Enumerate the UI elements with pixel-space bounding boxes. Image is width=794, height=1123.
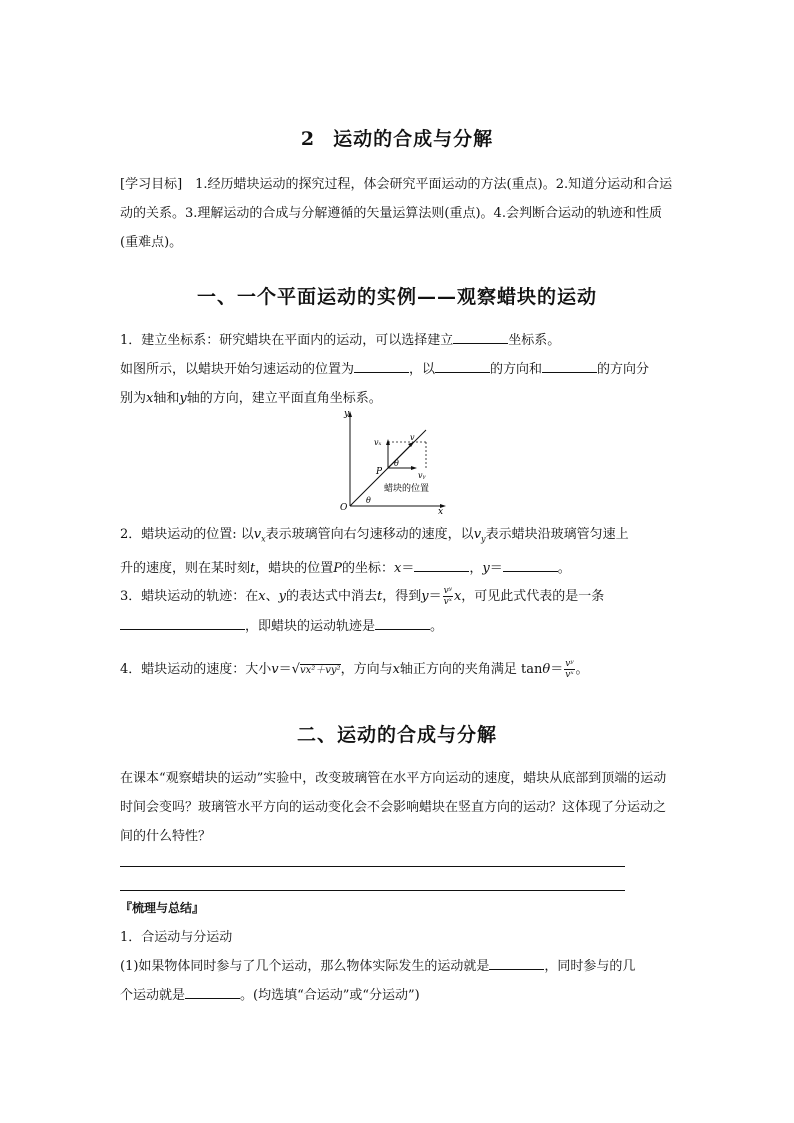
sqrt-sign: √ bbox=[291, 662, 300, 677]
text: ＝ bbox=[278, 662, 292, 677]
text: 1．合运动与分运动 bbox=[120, 930, 233, 945]
var-x: x bbox=[258, 589, 266, 604]
text: 3．蜡块运动的轨迹：在 bbox=[120, 589, 259, 604]
text: 4．蜡块运动的速度：大小 bbox=[120, 662, 272, 677]
answer-blank[interactable] bbox=[120, 617, 245, 630]
var-theta: θ bbox=[542, 662, 551, 677]
answer-blank[interactable] bbox=[414, 559, 469, 572]
text: 个运动就是 bbox=[120, 988, 186, 1003]
text: 的方向和 bbox=[490, 362, 543, 377]
text: ，蜡块的位置 bbox=[255, 560, 334, 576]
chapter-number: 2 bbox=[300, 128, 316, 150]
radicand: vx²＋vy² bbox=[299, 665, 341, 676]
chapter-title: 运动的合成与分解 bbox=[333, 128, 494, 150]
answer-line[interactable] bbox=[120, 890, 625, 891]
item-2 bbox=[120, 520, 676, 583]
page-title bbox=[0, 124, 794, 151]
fraction bbox=[443, 586, 453, 607]
label-y: y bbox=[344, 409, 350, 419]
item-1-text: 1．建立坐标系：研究蜡块在平面内的运动，可以选择建立 bbox=[120, 333, 454, 348]
text: 的表达式中消去 bbox=[286, 589, 378, 604]
answer-blank[interactable] bbox=[503, 559, 558, 572]
item-4 bbox=[120, 655, 676, 685]
label-v: v bbox=[410, 433, 415, 442]
item-3 bbox=[120, 582, 676, 642]
answer-blank[interactable] bbox=[453, 331, 508, 344]
section-2-question: 在课本“观察蜡块的运动”实验中，改变玻璃管在水平方向运动的速度，蜡块从底部到顶端的运动时间会变吗？玻璃管水平方向的运动变化会不会影响蜡块在竖直方向的运动？这体现了分运动之间的什么特性？ bbox=[120, 771, 667, 844]
v-arrow bbox=[408, 442, 414, 447]
text: 轴的方向，建立平面直角坐标系。 bbox=[186, 391, 382, 406]
var-v: v bbox=[253, 527, 262, 542]
vx-arrow bbox=[411, 466, 417, 470]
text: 升的速度，则在某时刻 bbox=[120, 560, 251, 576]
label-x: x bbox=[438, 507, 444, 514]
text: 2．蜡块运动的位置: 以 bbox=[120, 527, 254, 542]
denominator: vˣ bbox=[443, 597, 452, 607]
var-t: t bbox=[377, 589, 383, 604]
label-theta-lower: θ bbox=[366, 496, 371, 505]
var-p: P bbox=[333, 560, 343, 576]
var-y: y bbox=[482, 560, 490, 576]
var-x: x bbox=[146, 391, 154, 406]
answer-line[interactable] bbox=[120, 866, 625, 867]
item-1 bbox=[120, 326, 676, 413]
item-1-suffix: 坐标系。 bbox=[508, 333, 561, 348]
var-v: v bbox=[271, 662, 279, 677]
numerator: vʸ bbox=[565, 659, 574, 669]
label-origin: O bbox=[340, 503, 348, 513]
var-x: x bbox=[392, 662, 400, 677]
var-v: v bbox=[473, 527, 482, 542]
label-vy-bottom: vᵧ bbox=[418, 471, 426, 480]
text: ，同时参与的几 bbox=[544, 959, 636, 974]
answer-blank[interactable] bbox=[354, 360, 409, 373]
text: ，得到 bbox=[382, 589, 422, 604]
item-1b-text: 如图所示，以蜡块开始匀速运动的位置为 bbox=[120, 362, 355, 377]
section-2-title: 二、运动的合成与分解 bbox=[296, 724, 497, 746]
sub-x: x bbox=[261, 534, 266, 544]
text: 。 bbox=[557, 560, 571, 576]
text: 。 bbox=[575, 662, 589, 677]
answer-blank[interactable] bbox=[375, 617, 430, 630]
text: (1)如果物体同时参与了几个运动，那么物体实际发生的运动就是 bbox=[120, 959, 490, 974]
var-y: y bbox=[421, 589, 429, 604]
sub-1 bbox=[120, 923, 676, 1010]
text: ，即蜡块的运动轨迹是 bbox=[245, 619, 376, 634]
text: 的坐标： bbox=[342, 560, 395, 576]
text: 表示蜡块沿玻璃管匀速上 bbox=[485, 527, 629, 542]
var-x: x bbox=[394, 560, 402, 576]
numerator: vʸ bbox=[443, 586, 452, 596]
summary-heading: 『梳理与总结』 bbox=[120, 901, 205, 915]
text: ，可见此式代表的是一条 bbox=[461, 589, 605, 604]
text: ， bbox=[469, 560, 483, 576]
text: 别为 bbox=[120, 391, 147, 406]
answer-blank[interactable] bbox=[542, 360, 597, 373]
figure-caption: 蜡块的位置 bbox=[384, 484, 430, 494]
text: ，方向与 bbox=[340, 662, 393, 677]
text: ＝ bbox=[550, 662, 564, 677]
text: ＝ bbox=[428, 589, 442, 604]
text: 轴正方向的夹角满足 tan bbox=[399, 662, 543, 677]
fraction bbox=[564, 659, 574, 680]
section-1-title: 一、一个平面运动的实例——观察蜡块的运动 bbox=[196, 286, 597, 308]
label-p: P bbox=[376, 467, 383, 477]
text: 、 bbox=[265, 589, 279, 604]
answer-blank[interactable] bbox=[185, 986, 240, 999]
text: 的方向分 bbox=[597, 362, 650, 377]
var-y: y bbox=[179, 391, 187, 406]
text: 。(均选填“合运动”或“分运动”) bbox=[240, 988, 420, 1003]
coordinate-figure bbox=[338, 408, 450, 514]
sub-y: y bbox=[481, 534, 486, 544]
v-vector bbox=[388, 444, 412, 468]
text: ，以 bbox=[409, 362, 436, 377]
denominator: vˣ bbox=[565, 670, 574, 680]
var-x: x bbox=[453, 589, 462, 604]
var-t: t bbox=[250, 560, 256, 576]
text: ＝ bbox=[401, 560, 415, 576]
text: 表示玻璃管向右匀速移动的速度，以 bbox=[265, 527, 474, 542]
answer-blank[interactable] bbox=[489, 957, 544, 970]
label-vx-top: vₓ bbox=[374, 438, 382, 447]
text: 。 bbox=[430, 619, 444, 634]
var-y: y bbox=[278, 589, 286, 604]
text: 轴和 bbox=[153, 391, 180, 406]
answer-blank[interactable] bbox=[435, 360, 490, 373]
label-theta-upper: θ bbox=[394, 459, 399, 468]
text: ＝ bbox=[489, 560, 503, 576]
learning-objectives: [学习目标] 1.经历蜡块运动的探究过程，体会研究平面运动的方法(重点)。2.知道分运动和合运动的关系。3.理解运动的合成与分解遵循的矢量运算法则(重点)。4.会判断合运动的轨迹和性质(重难点)。 bbox=[120, 177, 673, 250]
